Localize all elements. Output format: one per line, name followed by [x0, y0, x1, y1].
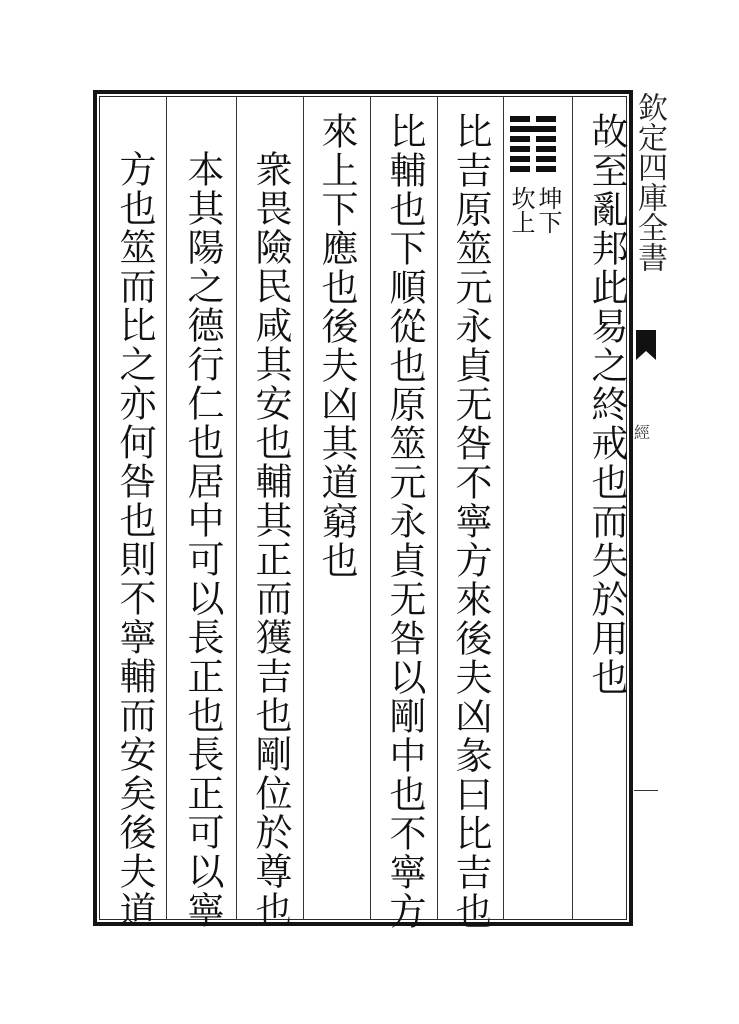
column-rule [572, 96, 573, 920]
text-column-5: 衆畏險民咸其安也輔其正而獲吉也剛位於尊也 [249, 150, 292, 930]
column-rule [166, 96, 167, 920]
column-rule [236, 96, 237, 920]
text-column-2: 比吉原筮元永貞无咎不寧方來後夫凶彖曰比吉也 [449, 112, 492, 931]
lower-trigram-label: 坤下 [534, 186, 562, 234]
text-column-1: 故至亂邦此易之終戒也而失於用也 [585, 112, 628, 697]
margin-rule [634, 790, 658, 791]
column-rule [303, 96, 304, 920]
column-rule [437, 96, 438, 920]
text-column-7: 方也筮而比之亦何咎也則不寧輔而安矣後夫道 [113, 150, 156, 930]
column-rule [503, 96, 504, 920]
text-column-6: 本其陽之德行仁也居中可以長正也長正可以寧 [181, 150, 224, 930]
text-column-4: 來上下應也後夫凶其道窮也 [315, 112, 358, 580]
section-mark: 經 [634, 423, 651, 442]
book-title: 欽定四庫全書 [632, 92, 667, 272]
column-rule [370, 96, 371, 920]
upper-trigram-label: 坎上 [507, 186, 535, 234]
text-column-3: 比輔也下順從也原筮元永貞无咎以剛中也不寧方 [383, 112, 426, 931]
hexagram-bi-icon [510, 116, 558, 176]
